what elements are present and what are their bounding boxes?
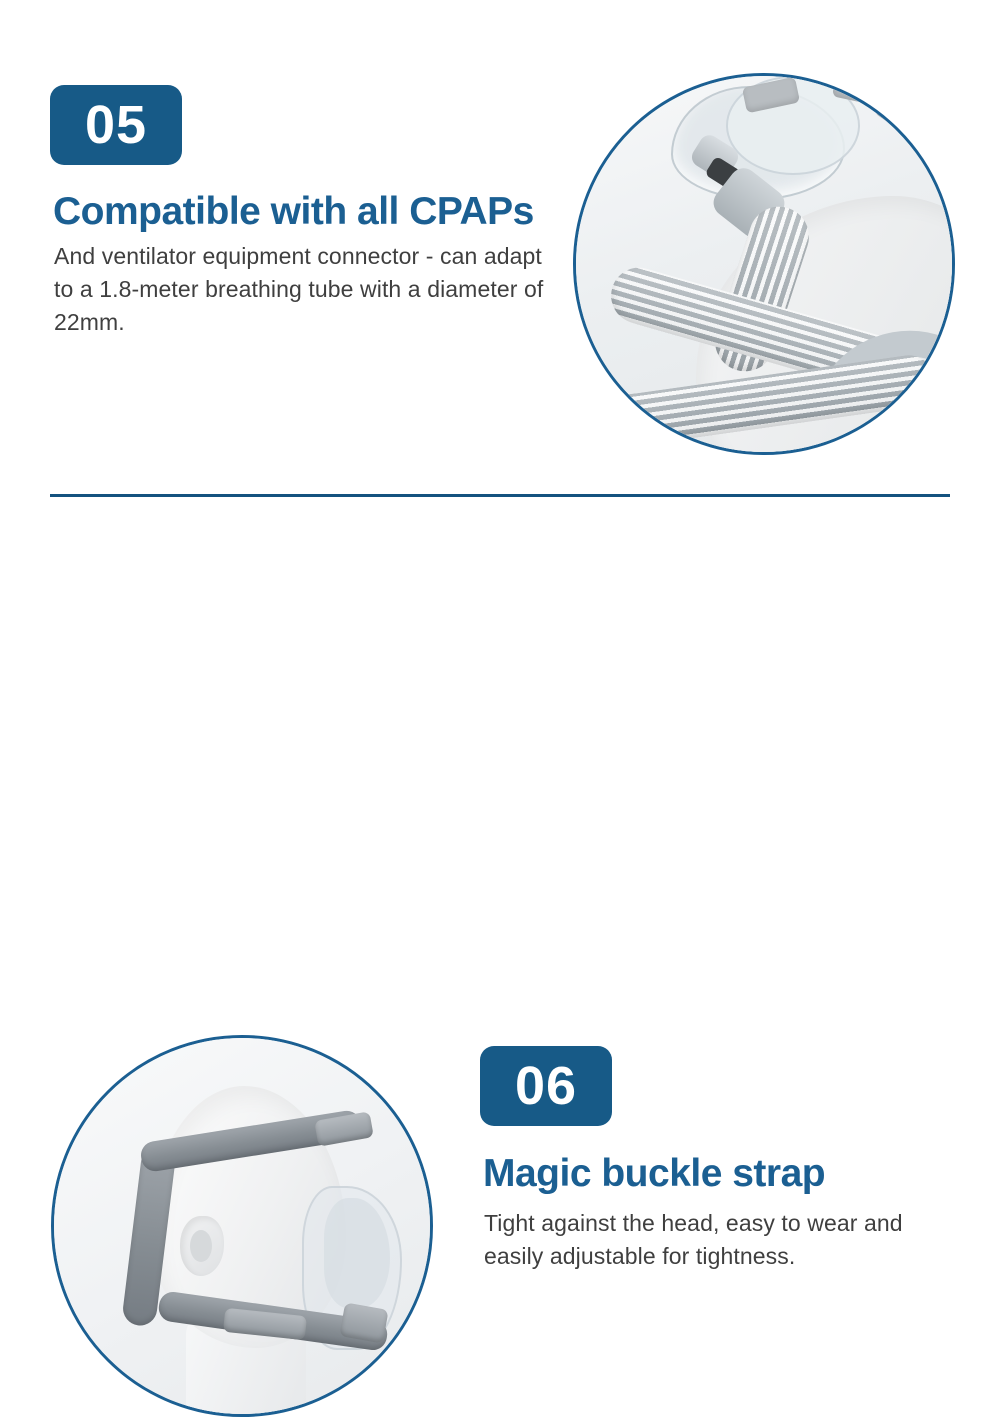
step-badge-05 bbox=[50, 85, 182, 165]
feature-body-05: And ventilator equipment connector - can adapt to a 1.8-meter breathing tube with a diameter of 22mm. bbox=[54, 243, 544, 335]
feature-section-06 bbox=[0, 497, 1000, 1269]
feature-headline-05: Compatible with all CPAPs bbox=[53, 190, 534, 233]
headgear-illustration bbox=[54, 1038, 430, 1414]
feature-headline-06: Magic buckle strap bbox=[483, 1152, 826, 1195]
step-badge-06 bbox=[480, 1046, 612, 1126]
feature-body-06: Tight against the head, easy to wear and easily adjustable for tightness. bbox=[484, 1210, 903, 1269]
step-badge-number: 05 bbox=[84, 95, 148, 155]
cpap-tube-illustration bbox=[576, 76, 952, 452]
magic-buckle bbox=[339, 1302, 388, 1343]
feature-image-06 bbox=[51, 1035, 433, 1417]
feature-image-05 bbox=[573, 73, 955, 455]
step-badge-number: 06 bbox=[514, 1056, 578, 1116]
feature-section-05 bbox=[0, 0, 1000, 496]
mannequin-ear-inner bbox=[190, 1230, 212, 1262]
